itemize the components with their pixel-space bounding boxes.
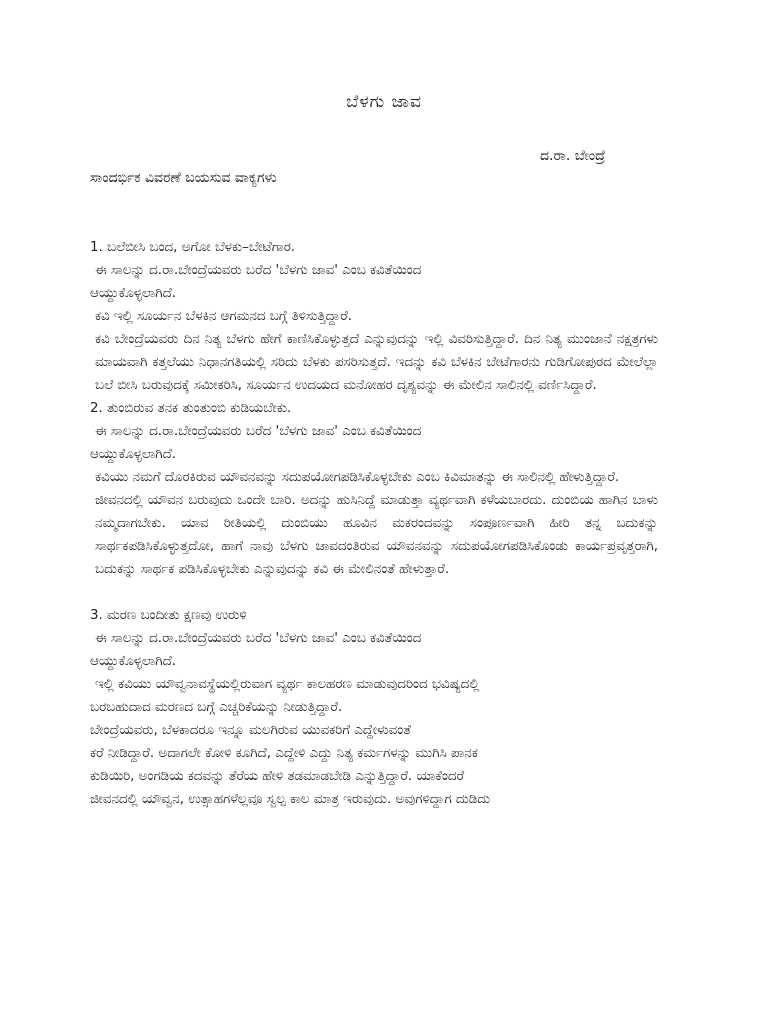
- section-2-source: ಈ ಸಾಲನ್ನು ದ.ರಾ.ಬೇಂದ್ರೆಯವರು ಬರೆದ 'ಬೆಳಗು ಜಾವ' ಎಂಬ ಕವಿತೆಯಿಂದ: [95, 424, 422, 439]
- section-1-heading: 1. ಬಲೆಬೀಸಿ ಬಂದ, ಅಗೋ ಬೆಳಕು–ಬೇಟೆಗಾರ.: [90, 240, 296, 255]
- section-1-paragraph: ಕವಿ ಬೇಂದ್ರೆಯವರು ದಿನ ನಿತ್ಯ ಬೆಳಗು ಹೇಗೆ ಕಾಣಿಸಿಕೊಳ್ಳುತ್ತದೆ ಎನ್ನುವುದನ್ನು ಇಲ್ಲಿ ವಿವರಿಸುತ್ತಿದ್ದಾರೆ. ದಿನ ನಿತ್ಯ ಮುಂಜಾನೆ ನಕ್ಷತ್ರಗಳು ಮಾಯವಾಗಿ ಕತ್ತಲೆಯು ನಿಧಾನಗತಿಯಲ್ಲಿ ಸರಿದು ಬೆಳಕು ಪಸರಿಸುತ್ತದೆ. ಇದನ್ನು ಕವಿ ಬೆಳಕಿನ ಬೇಟೆಗಾರನು ಗುಡಿಗೋಪುರದ ಮೇಲೆಲ್ಲಾ ಬಲೆ ಬೀಸಿ ಬರುವುದಕ್ಕೆ ಸಮೀಕರಿಸಿ, ಸೂರ್ಯನ ಉದಯದ ಮನೋಹರ ದೃಶ್ಯವನ್ನು ಈ ಮೇಲಿನ ಸಾಲಿನಲ್ಲಿ ವರ್ಣಿಸಿದ್ದಾರೆ.: [95, 332, 658, 393]
- section-2-paragraph-2: ಜೀವನದಲ್ಲಿ ಯೌವನ ಬರುವುದು ಒಂದೇ ಬಾರಿ. ಅದನ್ನು ಹುಸಿನಿದ್ದೆ ಮಾಡುತ್ತಾ ವ್ಯರ್ಥವಾಗಿ ಕಳೆಯಬಾರದು. ದುಂಬಿಯ ಹಾಗಿನ ಬಾಳು ನಮ್ಮದಾಗಬೇಕು. ಯಾವ ರೀತಿಯಲ್ಲಿ ದುಂಬಿಯು ಹೂವಿನ ಮಕರಂದವನ್ನು ಸಂಪೂರ್ಣವಾಗಿ ಹೀರಿ ತನ್ನ ಬದುಕನ್ನು ಸಾರ್ಥಕಪಡಿಸಿಕೊಳ್ಳುತ್ತದೋ, ಹಾಗೆ ನಾವು ಬೆಳಗು ಜಾವದಂತಿರುವ ಯೌವನವನ್ನು ಸದುಪಯೋಗಪಡಿಸಿಕೊಂಡು ಕಾರ್ಯಪ್ರವೃತ್ತರಾಗಿ, ಬದುಕನ್ನು ಸಾರ್ಥಕ ಪಡಿಸಿಕೊಳ್ಳಬೇಕು ಎನ್ನುವುದನ್ನು ಕವಿ ಈ ಮೇಲಿನಂತೆ ಹೇಳುತ್ತಾರೆ.: [95, 493, 658, 577]
- section-2-paragraph-1: ಕವಿಯು ನಮಗೆ ದೊರಕಿರುವ ಯೌವನವನ್ನು ಸದುಪಯೋಗಪಡಿಸಿಕೊಳ್ಳಬೇಕು ಎಂಬ ಕಿವಿಮಾತನ್ನು ಈ ಸಾಲಿನಲ್ಲಿ ಹೇಳುತ್ತಿದ್ದಾರೆ.: [95, 470, 620, 485]
- section-1-line: ಕವಿ ಇಲ್ಲಿ ಸೂರ್ಯನ ಬೆಳಕಿನ ಆಗಮನದ ಬಗ್ಗೆ ತಿಳಿಸುತ್ತಿದ್ದಾರೆ.: [95, 309, 353, 324]
- section-3-source-cont: ಆಯ್ದುಕೊಳ್ಳಲಾಗಿದೆ.: [90, 654, 177, 669]
- document-body: [90, 236, 658, 811]
- section-3-line-2: ಬರಬಹುದಾದ ಮರಣದ ಬಗ್ಗೆ ಎಚ್ಚರಿಕೆಯನ್ನು ನೀಡುತ್ತಿದ್ದಾರೆ.: [90, 700, 343, 715]
- section-gap: [90, 581, 658, 604]
- section-subtitle: ಸಾಂದರ್ಭಿಕ ವಿವರಣೆ ಬಯಸುವ ವಾಕ್ಯಗಳು: [90, 170, 277, 186]
- author-name: ದ.ರಾ. ಬೇಂದ್ರೆ: [540, 148, 606, 164]
- section-3-line-4: ಕರೆ ನೀಡಿದ್ದಾರೆ. ಅದಾಗಲೇ ಕೋಳಿ ಕೂಗಿದೆ, ಎದ್ದೇಳಿ ಎದ್ದು ನಿತ್ಯ ಕರ್ಮಗಳನ್ನು ಮುಗಿಸಿ ಪಾನಕ: [90, 746, 478, 761]
- section-3-line-6: ಜೀವನದಲ್ಲಿ ಯೌವ್ವನ, ಉತ್ಸಾಹಗಳೆಲ್ಲವೂ ಸ್ವಲ್ಪ ಕಾಲ ಮಾತ್ರ ಇರುವುದು. ಅವುಗಳಿದ್ದಾಗ ದುಡಿದು: [90, 792, 491, 807]
- section-3-line-3: ಬೇಂದ್ರೆಯವರು, ಬೆಳಕಾದರೂ ಇನ್ನೂ ಮಲಗಿರುವ ಯುವಕರಿಗೆ ಎದ್ದೇಳುವಂತೆ: [90, 723, 411, 738]
- section-3-source: ಈ ಸಾಲನ್ನು ದ.ರಾ.ಬೇಂದ್ರೆಯವರು ಬರೆದ 'ಬೆಳಗು ಜಾವ' ಎಂಬ ಕವಿತೆಯಿಂದ: [95, 631, 422, 646]
- poem-title: ಬೆಳಗು ಜಾವ: [346, 92, 422, 112]
- section-2-source-cont: ಆಯ್ದುಕೊಳ್ಳಲಾಗಿದೆ.: [90, 447, 177, 462]
- section-3-line-5: ಕುಡಿಯಿರಿ, ಅಂಗಡಿಯ ಕದವನ್ನು ತೆರೆಯ ಹೇಳಿ ತಡಮಾಡಬೇಡಿ ಎನ್ನುತ್ತಿದ್ದಾರೆ. ಯಾಕೆಂದರೆ: [90, 769, 465, 784]
- section-3-heading: 3. ಮರಣ ಬಂದೀತು ಕ್ಷಣವು ಉರುಳಿ: [90, 608, 247, 623]
- section-1-source: ಈ ಸಾಲನ್ನು ದ.ರಾ.ಬೇಂದ್ರೆಯವರು ಬರೆದ 'ಬೆಳಗು ಜಾವ' ಎಂಬ ಕವಿತೆಯಿಂದ: [95, 263, 422, 278]
- section-2-heading: 2. ತುಂಬಿರುವ ತನಕ ತುಂತುಂಬಿ ಕುಡಿಯಬೇಕು.: [90, 401, 292, 416]
- section-1-source-cont: ಆಯ್ದುಕೊಳ್ಳಲಾಗಿದೆ.: [90, 286, 177, 301]
- section-3-line-1: ಇಲ್ಲಿ ಕವಿಯು ಯೌವ್ವನಾವಸ್ಥೆಯಲ್ಲಿರುವಾಗ ವ್ಯರ್ಥ ಕಾಲಹರಣ ಮಾಡುವುದರಿಂದ ಭವಿಷ್ಯದಲ್ಲಿ: [95, 677, 480, 692]
